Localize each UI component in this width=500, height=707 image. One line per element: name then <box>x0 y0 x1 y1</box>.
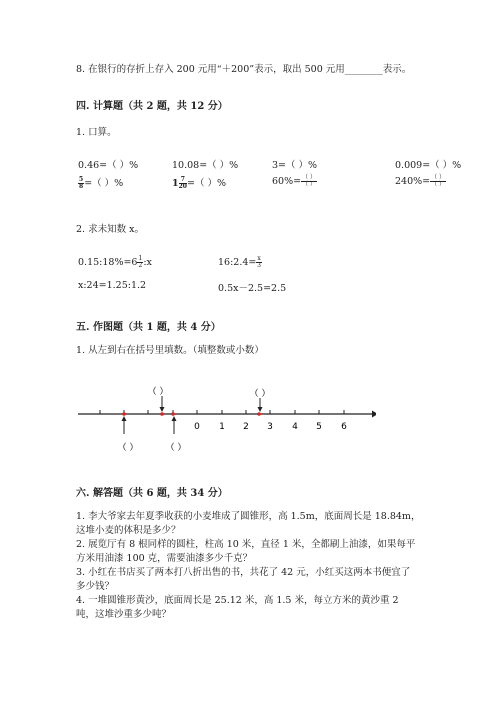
fraction: $\frac{7}{20}$ <box>178 176 187 190</box>
red-point <box>160 412 164 416</box>
oral-calc-2: 10.08=（ ）% <box>172 160 239 171</box>
fraction: $\frac{x}{3}$ <box>257 255 261 269</box>
equation-3: x:24=1.25:1.2 <box>78 280 147 291</box>
problem-line: 多少钱？ <box>76 581 115 592</box>
tick-label: 5 <box>316 422 322 432</box>
red-point <box>257 412 261 416</box>
s5-p1-title: 1. 从左到右在括号里填数。（填整数或小数） <box>76 345 264 356</box>
problem-line: 吨，这堆沙重多少吨？ <box>76 609 172 620</box>
fraction: $\frac{( )}{( )}$ <box>431 174 446 188</box>
s4-p2-title: 2. 求未知数 x。 <box>76 224 144 235</box>
s4-p1-title: 1. 口算。 <box>76 127 117 138</box>
oral-calc-5: $\frac{5}{8}$ =（ ）% <box>79 176 124 190</box>
tick-label: 3 <box>267 422 273 432</box>
tick-label: 1 <box>219 422 225 432</box>
section-4-title: 四. 计算题（共 2 题，共 12 分） <box>76 101 228 112</box>
down-arrow-head <box>160 407 165 412</box>
answer-paren: （ ） <box>117 443 139 453</box>
answer-paren: （ ） <box>165 443 187 453</box>
problem-line: 2. 展览厅有 8 根同样的圆柱，柱高 10 米，直径 1 米，全都刷上油漆，如果每平 <box>76 539 416 550</box>
problem-line: 方米用油漆 100 克，需要油漆多少千克？ <box>76 553 253 564</box>
number-line <box>76 378 376 458</box>
down-arrow-head <box>258 407 263 412</box>
equation-1: 0.15:18%=6 $\frac{1}{2}$ :x <box>78 255 152 269</box>
tick-label: 0 <box>194 422 200 432</box>
equation-4: 0.5x－2.5=2.5 <box>218 283 287 294</box>
red-point <box>122 412 126 416</box>
problem-line: 4. 一堆圆锥形黄沙，底面周长是 25.12 米，高 1.5 米，每立方米的黄沙重 2 <box>76 595 399 606</box>
problem-line: 这堆小麦的体积是多少？ <box>76 525 181 536</box>
problem-line: 1. 李大爷家去年夏季收获的小麦堆成了圆锥形，高 1.5m，底面周长是 18.84m， <box>76 511 421 522</box>
section-5-title: 五. 作图题（共 1 题，共 4 分） <box>76 322 221 333</box>
tick-label: 6 <box>341 422 347 432</box>
tick-label: 4 <box>292 422 298 432</box>
answer-paren: （ ） <box>249 389 271 399</box>
problem-line: 3. 小红在书店买了两本打八折出售的书，共花了 42 元，小红买这两本书便宜了 <box>76 567 411 578</box>
oral-calc-8: 240%= $\frac{( )}{( )}$ <box>395 174 446 188</box>
red-point <box>171 412 175 416</box>
question-8: 8. 在银行的存折上存入 200 元用“＋200”表示，取出 500 元用________表示。 <box>76 64 412 75</box>
axis-arrow <box>372 411 376 418</box>
fraction: $\frac{1}{2}$ <box>138 255 143 269</box>
answer-paren: （ ） <box>147 387 169 397</box>
up-arrow-head <box>172 416 177 421</box>
fraction: $\frac{5}{8}$ <box>79 176 84 190</box>
oral-calc-1: 0.46=（ ）% <box>78 160 139 171</box>
oral-calc-3: 3=（ ）% <box>272 160 318 171</box>
tick-label: 2 <box>243 422 249 432</box>
oral-calc-6: 1 $\frac{7}{20}$ =（ ）% <box>172 176 226 190</box>
section-6-title: 六. 解答题（共 6 题，共 34 分） <box>76 488 228 499</box>
fraction: $\frac{( )}{( )}$ <box>302 174 316 188</box>
equation-2: 16:2.4= $\frac{x}{3}$ <box>218 255 261 269</box>
oral-calc-4: 0.009=（ ）% <box>395 160 462 171</box>
up-arrow-head <box>122 416 127 421</box>
oral-calc-7: 60%= $\frac{( )}{( )}$ <box>272 174 316 188</box>
